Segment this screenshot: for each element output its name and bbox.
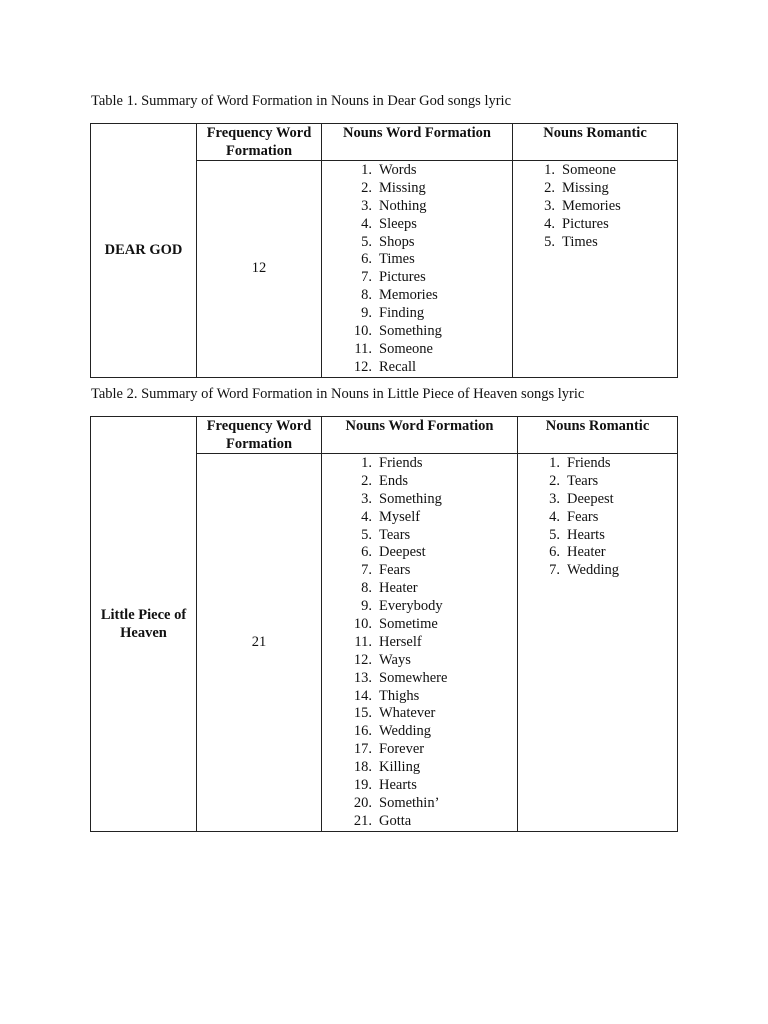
list-item-number: 8. [361,287,372,304]
list-item [350,741,517,759]
list-item-number: 7. [361,269,372,286]
list-item-text: Memories [562,197,621,214]
list-item-text: Ways [379,651,411,668]
list-item [538,491,677,509]
list-item [538,509,677,527]
list-item [533,180,677,198]
list-item-text: Whatever [379,705,436,722]
song-title-cell [91,417,197,832]
frequency-value: 12 [197,161,322,378]
list-item [350,305,512,323]
header-nouns-word-formation: Nouns Word Formation [322,124,513,161]
list-item-number: 9. [361,305,372,322]
list-item [350,795,517,813]
list-item-text: Herself [379,633,422,650]
list-item-text: Missing [562,179,609,196]
list-item [538,562,677,580]
list-item-text: Pictures [562,215,609,232]
list-item-number: 3. [361,490,372,507]
nouns-romantic-cell [513,161,678,378]
list-item-text: Nothing [379,197,427,214]
list-item [350,198,512,216]
list-item-text: Tears [379,526,411,543]
list-item-text: Somewhere [379,669,448,686]
frequency-value: 21 [197,454,322,832]
list-item-text: Fears [567,508,599,525]
list-item-number: 7. [549,562,560,579]
list-item-text: Times [379,251,415,268]
list-item [350,759,517,777]
list-item-number: 11. [354,340,372,357]
table-little-piece-of-heaven [90,416,678,832]
list-item [350,359,512,377]
list-item [350,777,517,795]
list-item-number: 6. [361,251,372,268]
list-item-text: Sometime [379,616,438,633]
list-item-text: Deepest [379,544,426,561]
nouns-romantic-cell [518,454,678,832]
nouns-word-formation-cell [322,161,513,378]
list-item [350,473,517,491]
header-frequency: Frequency Word Formation [197,124,322,161]
list-item-text: Missing [379,179,426,196]
table-dear-god [90,123,678,378]
list-item [350,813,517,831]
list-item-text: Wedding [379,723,431,740]
list-item-text: Gotta [379,812,412,829]
table-2-caption: Table 2. Summary of Word Formation in Nouns in Little Piece of Heaven songs lyric [91,386,585,402]
list-item-number: 6. [361,544,372,561]
list-item [533,198,677,216]
list-item [350,491,517,509]
list-item-text: Hearts [379,777,417,794]
list-item [350,455,517,473]
list-item-text: Friends [379,455,423,471]
list-item-text: Pictures [379,269,426,286]
list-item [538,473,677,491]
list-item [350,580,517,598]
list-item [350,323,512,341]
list-item-number: 2. [544,179,555,196]
list-item-number: 21. [353,812,372,829]
list-item [350,162,512,180]
list-item-number: 3. [361,197,372,214]
list-item-text: Memories [379,287,438,304]
list-item-text: Somethin’ [379,794,440,811]
song-title-cell [91,124,197,378]
list-item-number: 18. [353,759,372,776]
list-item-text: Everybody [379,598,443,615]
list-item-number: 10. [353,616,372,633]
list-item-number: 5. [361,233,372,250]
list-item-number: 3. [549,490,560,507]
list-item-number: 6. [549,544,560,561]
list-item [350,251,512,269]
list-item [350,509,517,527]
list-item-number: 11. [354,633,372,650]
list-item [533,216,677,234]
list-item [350,287,512,305]
list-item-number: 17. [353,741,372,758]
list-item-number: 16. [353,723,372,740]
list-item-number: 14. [353,687,372,704]
list-item-number: 20. [353,794,372,811]
list-item-number: 5. [361,526,372,543]
list-item-text: Someone [379,340,433,357]
header-nouns-romantic: Nouns Romantic [518,417,678,454]
list-item-text: Times [562,233,598,250]
list-item-text: Fears [379,562,411,579]
list-item-number: 1. [549,455,560,471]
list-item [350,688,517,706]
list-item-number: 9. [361,598,372,615]
song-title: Little Piece of Heaven [100,606,187,641]
list-item [350,527,517,545]
list-item [350,269,512,287]
list-item [538,527,677,545]
list-item-number: 4. [361,508,372,525]
list-item-number: 15. [353,705,372,722]
list-item [350,634,517,652]
list-item-text: Finding [379,305,425,322]
list-item-text: Killing [379,759,421,776]
list-item [350,234,512,252]
list-item [350,216,512,234]
list-item-number: 4. [361,215,372,232]
list-item [350,705,517,723]
list-item-text: Hearts [567,526,605,543]
list-item [350,341,512,359]
list-item-text: Friends [567,455,611,471]
list-item-number: 4. [549,508,560,525]
list-item-text: Heater [379,580,418,597]
nouns-word-formation-cell [322,454,518,832]
list-item [350,598,517,616]
list-item-number: 13. [353,669,372,686]
nouns-word-formation-list [350,455,517,831]
list-item-text: Heater [567,544,606,561]
list-item [533,234,677,252]
list-item [533,162,677,180]
header-nouns-word-formation: Nouns Word Formation [322,417,518,454]
list-item-number: 19. [353,777,372,794]
list-item [350,562,517,580]
list-item-number: 3. [544,197,555,214]
list-item-number: 7. [361,562,372,579]
list-item-number: 4. [544,215,555,232]
list-item-number: 8. [361,580,372,597]
list-item-number: 2. [361,179,372,196]
list-item-number: 10. [353,323,372,340]
nouns-word-formation-list [350,162,512,377]
list-item [350,652,517,670]
table-1-caption: Table 1. Summary of Word Formation in Nouns in Dear God songs lyric [91,93,512,109]
list-item-text: Sleeps [379,215,417,232]
list-item-number: 12. [353,651,372,668]
list-item-text: Recall [379,358,417,375]
list-item [350,723,517,741]
list-item-text: Wedding [567,562,619,579]
list-item-text: Thighs [379,687,420,704]
list-item-number: 1. [544,162,555,178]
header-frequency: Frequency Word Formation [197,417,322,454]
list-item-text: Words [379,162,417,178]
list-item [350,616,517,634]
list-item-number: 2. [361,472,372,489]
list-item-text: Tears [567,472,599,489]
nouns-romantic-list [538,455,677,580]
list-item-text: Deepest [567,490,614,507]
list-item-text: Shops [379,233,415,250]
list-item-text: Something [379,323,442,340]
list-item [350,670,517,688]
nouns-romantic-list [533,162,677,251]
list-item-text: Forever [379,741,425,758]
list-item-number: 1. [361,162,372,178]
list-item-text: Myself [379,508,421,525]
list-item-text: Ends [379,472,408,489]
list-item-text: Something [379,490,442,507]
list-item [538,455,677,473]
list-item [350,180,512,198]
song-title: DEAR GOD [104,242,183,259]
list-item [350,544,517,562]
list-item-number: 2. [549,472,560,489]
list-item-text: Someone [562,162,616,178]
list-item-number: 12. [353,358,372,375]
list-item-number: 5. [544,233,555,250]
list-item [538,544,677,562]
header-nouns-romantic: Nouns Romantic [513,124,678,161]
list-item-number: 1. [361,455,372,471]
list-item-number: 5. [549,526,560,543]
